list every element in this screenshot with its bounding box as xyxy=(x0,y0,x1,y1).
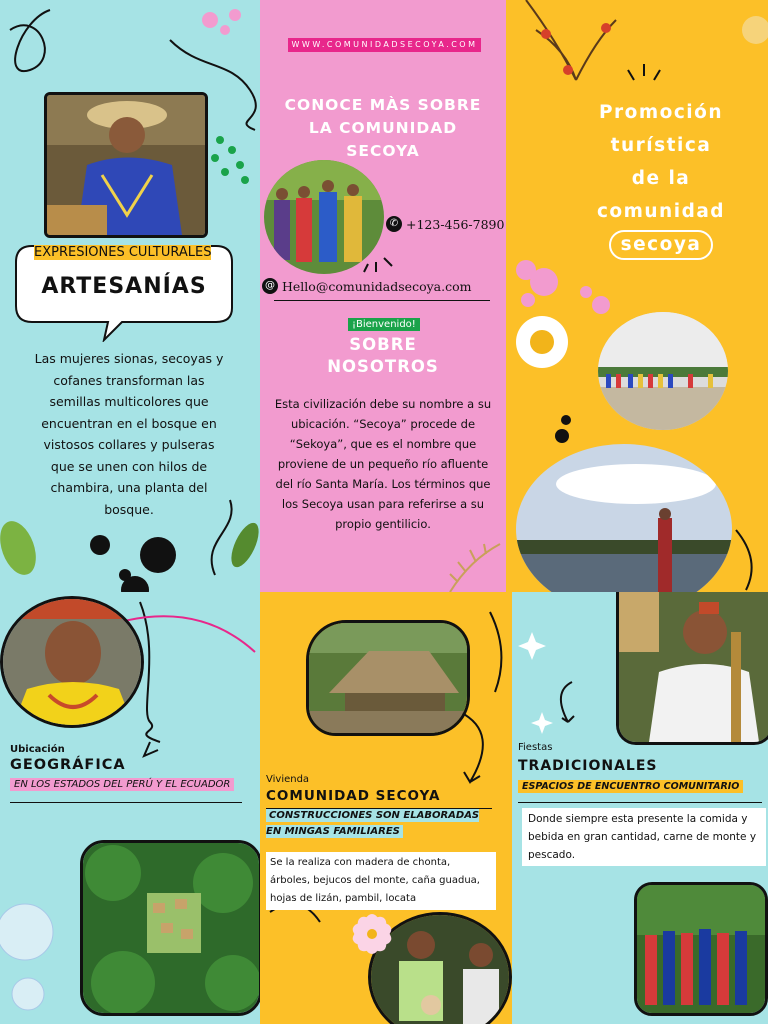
daisy-decor xyxy=(516,316,568,368)
artisan-photo xyxy=(44,92,208,238)
cover-title-line: turística xyxy=(610,135,712,156)
sobre-nosotros-title: SOBRE NOSOTROS xyxy=(327,335,439,376)
elder-flute-photo xyxy=(616,592,768,745)
elder-portrait-photo xyxy=(0,596,144,728)
tradicionales-title: TRADICIONALES xyxy=(518,758,658,774)
artesanias-speech-bubble xyxy=(12,238,236,342)
phone-contact[interactable] xyxy=(386,216,504,232)
aerial-village-photo xyxy=(80,840,260,1016)
panel-artesanias xyxy=(0,0,260,592)
vivienda-subtitle-text: CONSTRUCCIONES SON ELABORADAS EN MINGAS FAMILIARES xyxy=(266,810,480,837)
tag-expresiones-culturales xyxy=(30,244,215,261)
cover-title-line: Promoción xyxy=(598,102,724,123)
panel-sobre-nosotros xyxy=(260,0,506,592)
website-url[interactable]: WWW.COMUNIDADSECOYA.COM xyxy=(288,38,481,52)
geografica-divider xyxy=(10,802,242,803)
fiestas-label: Fiestas xyxy=(518,742,553,753)
conoce-heading: CONOCE MÀS SOBRE LA COMUNIDAD SECOYA xyxy=(284,96,482,160)
at-icon: @ xyxy=(262,278,278,294)
panel-portada xyxy=(506,0,768,592)
email-contact[interactable] xyxy=(262,278,471,294)
fern-decor xyxy=(440,540,506,592)
traditional-dress-group-photo xyxy=(634,882,768,1016)
sobre-nosotros-body: Esta civilización debe su nombre a su ubicación. “Secoya” procede de “Sekoya”, que es el nombre que proviene de un pequeño río afluente del río Santa María. Los términos que los Secoya usan para referirse a su propio gentilicio. xyxy=(274,397,492,531)
contact-divider xyxy=(274,300,490,301)
decor-rays xyxy=(360,236,400,276)
panel-ubicacion xyxy=(0,592,260,1024)
cover-title-line: de la xyxy=(631,168,691,189)
tag-text: EXPRESIONES CULTURALES xyxy=(34,245,212,260)
vivienda-body: Se la realiza con madera de chonta, árboles, bejucos del monte, caña guadua, hojas de lizán, pambil, locata xyxy=(266,852,496,910)
beach-group-photo xyxy=(598,312,728,430)
tradicionales-subtitle: ESPACIOS DE ENCUENTRO COMUNITARIO xyxy=(518,780,743,793)
cover-title-line: comunidad xyxy=(596,201,726,222)
cover-title xyxy=(566,96,756,261)
artesanias-title: ARTESANÍAS xyxy=(41,274,207,299)
email-address: Hello@comunidadsecoya.com xyxy=(282,278,472,294)
vivienda-subtitle xyxy=(266,808,492,840)
phone-number: +123-456-7890 xyxy=(406,216,505,232)
vivienda-label: Vivienda xyxy=(266,774,310,785)
geografica-subtitle: EN LOS ESTADOS DEL PERÚ Y EL ECUADOR xyxy=(10,778,234,791)
ubicacion-label: Ubicación xyxy=(10,744,65,755)
geografica-title: GEOGRÁFICA xyxy=(10,757,126,773)
thatched-house-photo xyxy=(306,620,470,736)
tradicionales-body: Donde siempre esta presente la comida y bebida en gran cantidad, carne de monte y pescado. xyxy=(522,808,766,866)
pink-flower-decor xyxy=(342,904,402,964)
panel-vivienda xyxy=(260,592,512,1024)
tradicionales-divider xyxy=(518,802,762,803)
comunidad-secoya-title: COMUNIDAD SECOYA xyxy=(266,788,441,804)
welcome-badge: ¡Bienvenido! xyxy=(348,318,420,331)
cover-title-highlight: secoya xyxy=(609,230,714,260)
panel-fiestas xyxy=(512,592,768,1024)
phone-icon: ✆ xyxy=(386,216,402,232)
artesanias-body: Las mujeres sionas, secoyas y cofanes transforman las semillas multicolores que encuentran en el bosque en vistosos collares y pulseras que se unen con hilos de chambira, una planta del bosque. xyxy=(34,351,224,517)
